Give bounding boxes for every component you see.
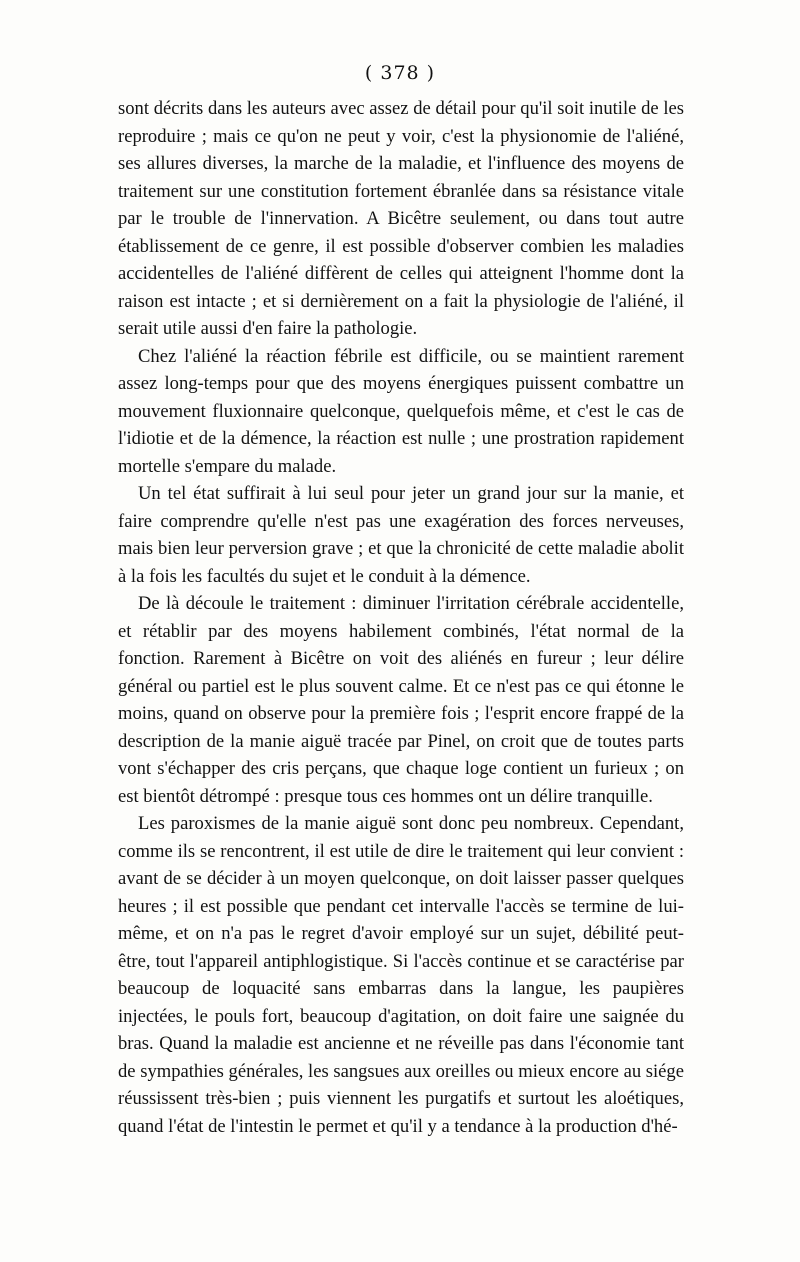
page-body-text	[118, 95, 684, 1140]
paragraph-4: De là découle le traitement : diminuer l'irritation cérébrale accidentelle, et rétablir par des moyens habilement combinés, l'état normal de la fonction. Rarement à Bicêtre on voit des aliénés en fureur ; leur délire général ou partiel est le plus souvent calme. Et ce n'est pas ce qui étonne le moins, quand on observe pour la première fois ; l'esprit encore frappé de la description de la manie aiguë tracée par Pinel, on croit que de toutes parts vont s'échapper des cris perçans, que chaque loge contient un furieux ; on est bientôt détrompé : presque tous ces hommes ont un délire tranquille.	[118, 593, 684, 807]
paragraph-3: Un tel état suffirait à lui seul pour jeter un grand jour sur la manie, et faire comprendre qu'elle n'est pas une exagération des forces nerveuses, mais bien leur perversion grave ; et que la chronicité de cette maladie abolit à la fois les facultés du sujet et le conduit à la démence.	[118, 483, 684, 587]
paragraph-2: Chez l'aliéné la réaction fébrile est difficile, ou se maintient rarement assez long-temps pour que des moyens énergiques puissent combattre un mouvement fluxionnaire quelconque, quelquefois même, et c'est le cas de l'idiotie et de la démence, la réaction est nulle ; une prostration rapidement mortelle s'empare du malade.	[118, 345, 684, 477]
paragraph-1: sont décrits dans les auteurs avec assez de détail pour qu'il soit inutile de les reproduire ; mais ce qu'on ne peut y voir, c'est la physionomie de l'aliéné, ses allures diverses, la marche de la maladie, et l'influence des moyens de traitement sur une constitution fortement ébranlée dans sa résistance vitale par le trouble de l'innervation. A Bicêtre seulement, ou dans tout autre établissement de ce genre, il est possible d'observer combien les maladies accidentelles de l'aliéné diffèrent de celles qui atteignent l'homme dont la raison est intacte ; et si dernièrement on a fait la physiologie de l'aliéné, il serait utile aussi d'en faire la pathologie.	[118, 98, 684, 339]
paragraph-5: Les paroxismes de la manie aiguë sont donc peu nombreux. Cependant, comme ils se rencontrent, il est utile de dire le traitement qui leur convient : avant de se décider à un moyen quelconque, on doit laisser passer quelques heures ; il est possible que pendant cet intervalle l'accès se termine de lui-même, et on n'a pas le regret d'avoir employé sur un sujet, débilité peut-être, tout l'appareil antiphlogistique. Si l'accès continue et se caractérise par beaucoup de loquacité sans embarras dans la langue, les paupières injectées, le pouls fort, beaucoup d'agitation, on doit faire une saignée du bras. Quand la maladie est ancienne et ne réveille pas dans l'économie tant de sympathies générales, les sangsues aux oreilles ou mieux encore au siége réussissent très-bien ; puis viennent les purgatifs et surtout les aloétiques, quand l'état de l'intestin le permet et qu'il y a tendance à la production d'hé-	[118, 813, 684, 1137]
page-number: ( 378 )	[364, 62, 436, 84]
